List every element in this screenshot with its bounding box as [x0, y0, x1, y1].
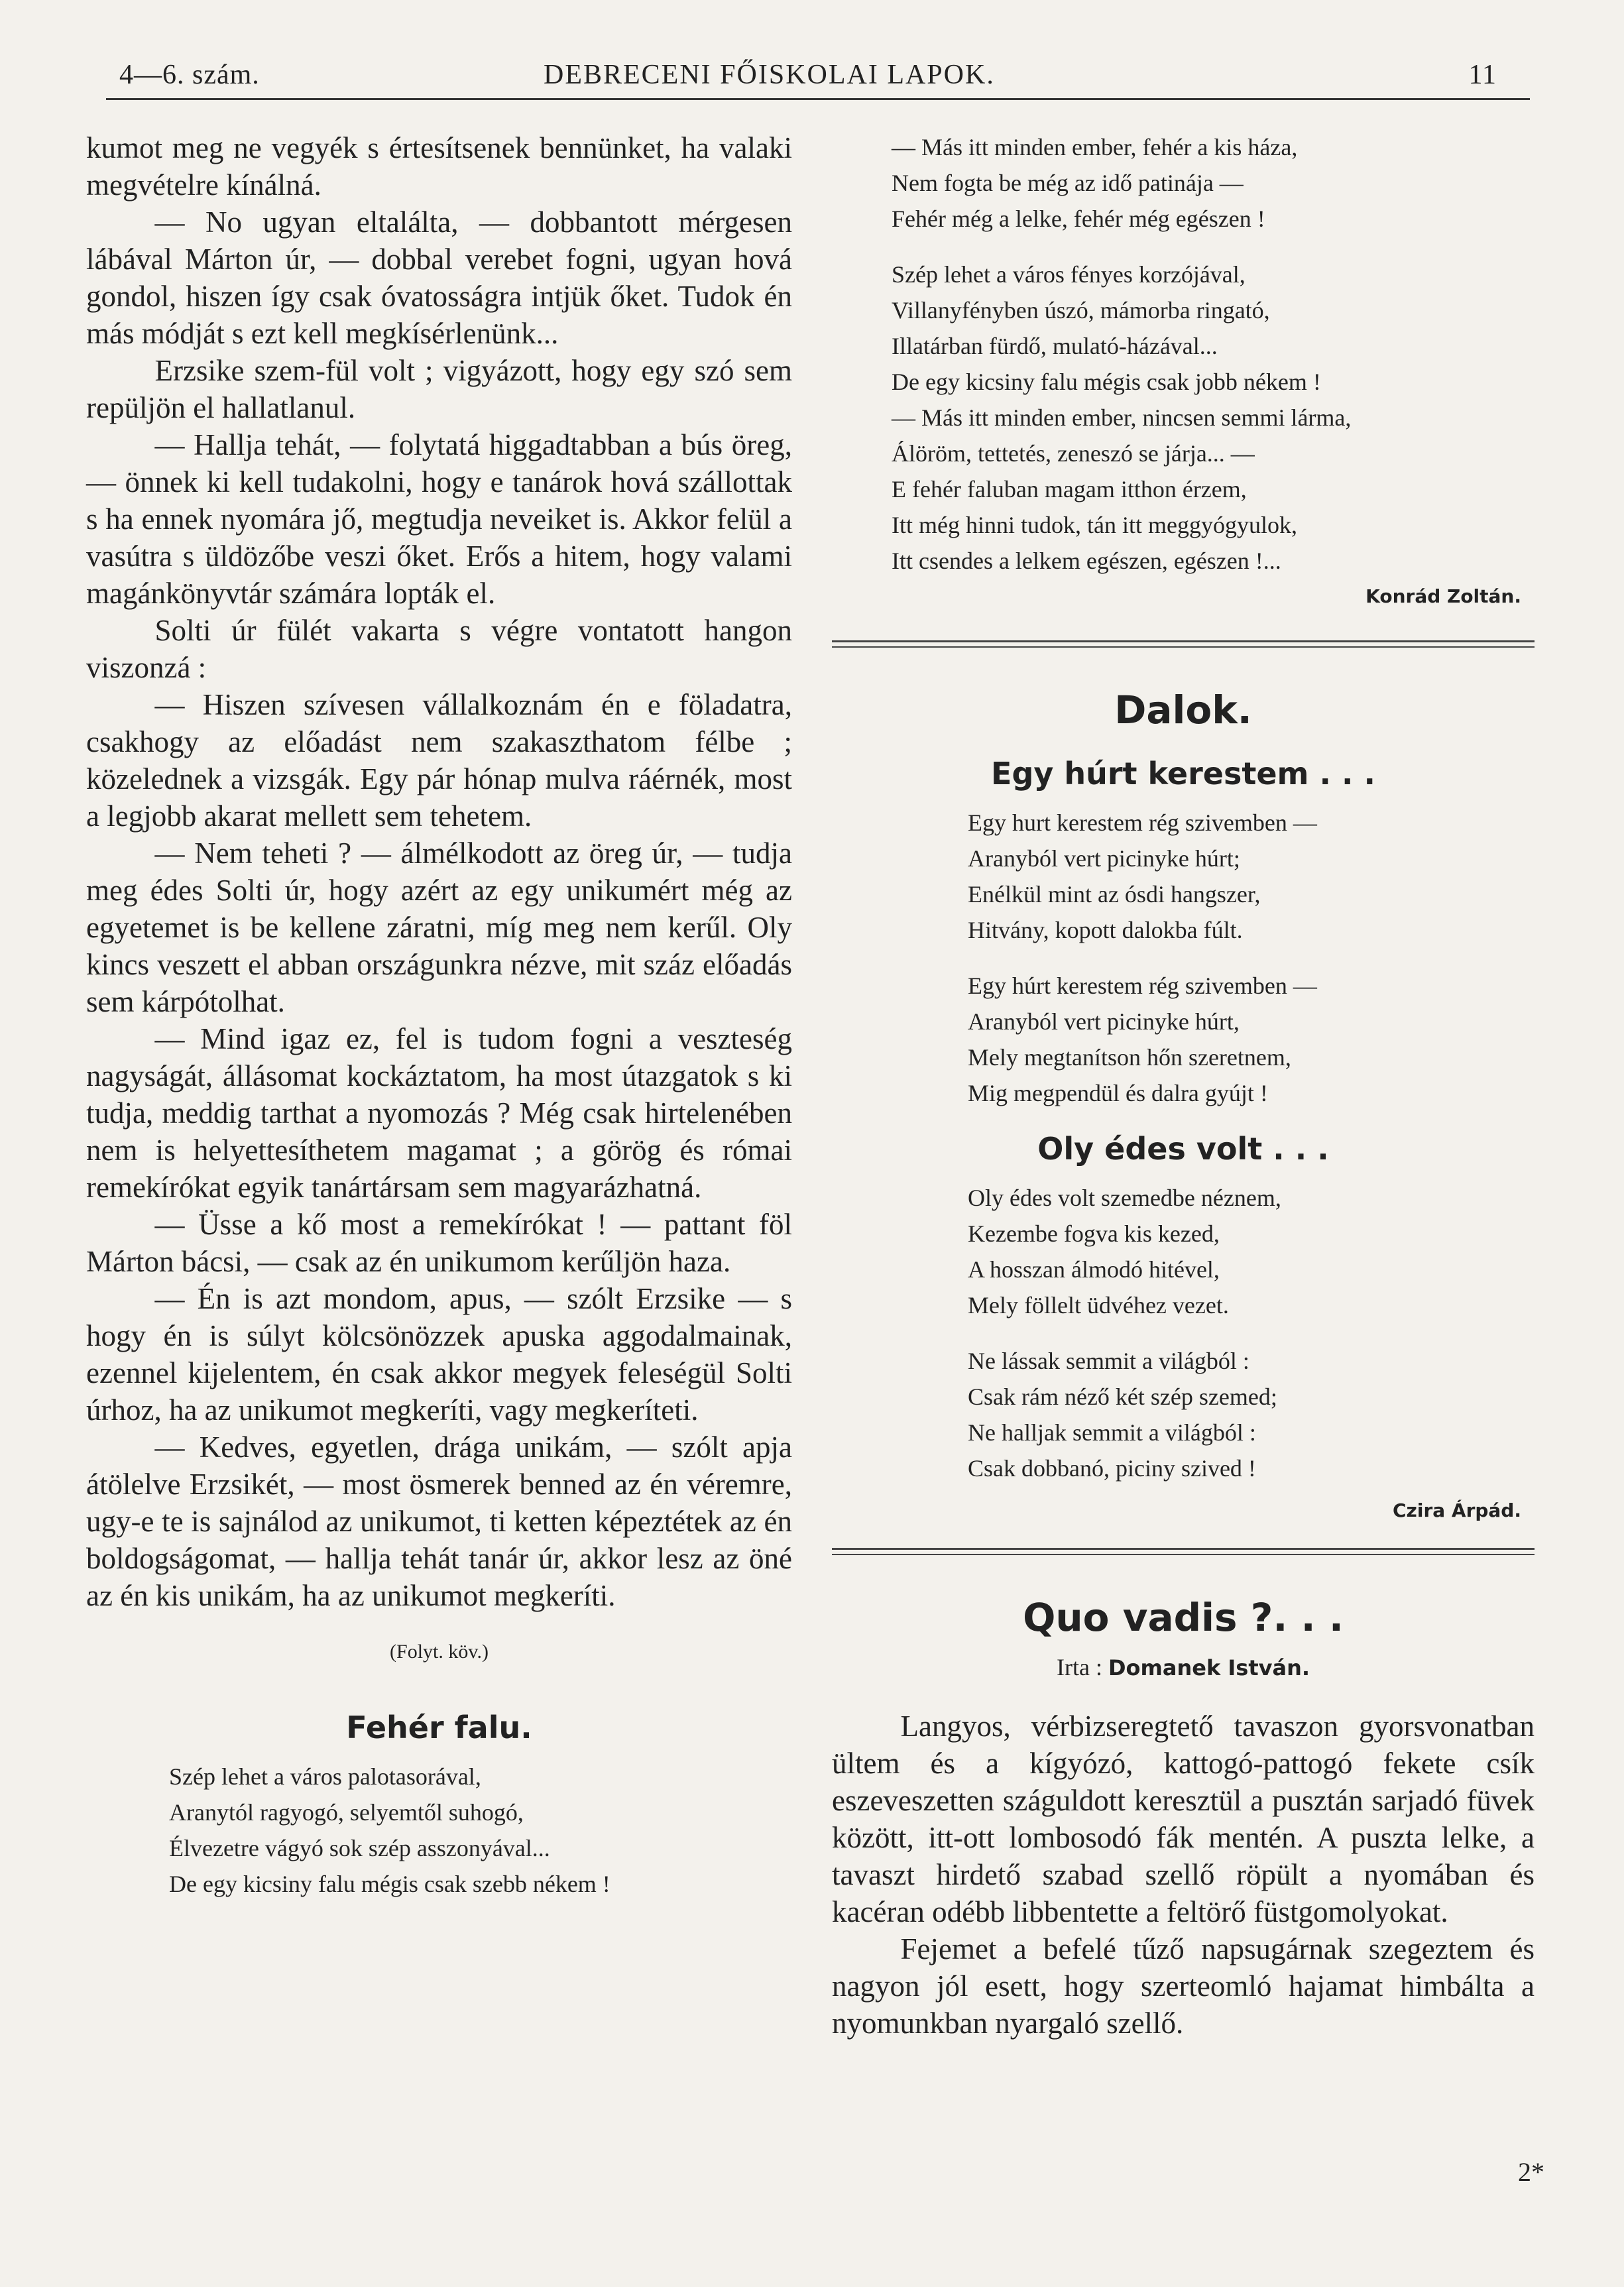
poem-line: Egy húrt kerestem rég szivemben — [968, 972, 1317, 999]
poem-line: Aranyból vert picinyke húrt; [968, 845, 1240, 872]
paragraph: — Üsse a kő most a remekírókat ! — pattant föl Márton bácsi, — csak az én unikumom kerűljön haza. [86, 1208, 792, 1278]
paragraph: — Hiszen szívesen vállalkoznám én e föladatra, csakhogy az előadást nem szakaszthatom félbe ; közelednek a vizsgák. Egy pár hónap mulva ráérnék, most a legjobb akarat mellett sem tehetem. [86, 688, 792, 833]
byline-prefix: Irta : [1057, 1654, 1102, 1680]
poem-title-feher-falu: Fehér falu. [346, 1710, 532, 1745]
journal-title: DEBRECENI FŐISKOLAI LAPOK. [544, 60, 995, 90]
song-title: Oly édes volt . . . [1037, 1131, 1329, 1167]
issue-number: 4—6. szám. [119, 60, 260, 90]
paragraph: Solti úr fülét vakarta s végre vontatott hangon viszonzá : [86, 614, 792, 684]
poem-line: Oly édes volt szemedbe néznem, [968, 1185, 1281, 1211]
poem-line: Fehér még a lelke, fehér még egészen ! [892, 205, 1265, 232]
section-divider [832, 640, 1535, 648]
poem-line: Aranytól ragyogó, selyemtől suhogó, [169, 1799, 524, 1826]
section-title-dalok: Dalok. [1114, 687, 1252, 733]
poem-line: Ne halljak semmit a világból : [968, 1419, 1256, 1446]
author-signature: Konrád Zoltán. [1365, 585, 1521, 607]
stanza [968, 1343, 1535, 1486]
paragraph: Erzsike szem-fül volt ; vigyázott, hogy egy szó sem repüljön el hallatlanul. [86, 354, 792, 424]
paragraph: — Hallja tehát, — folytatá higgadtabban a bús öreg, — önnek ki kell tudakolni, hogy e tanárok hová szállottak s ha ennek nyomára jő, megtudja neveiket is. Akkor felül a vasútra s üldözőbe veszi őket. Erős a hitem, hogy valami magánkönyvtár számára lopták el. [86, 428, 792, 610]
section-title-quo-vadis: Quo vadis ?. . . [1023, 1595, 1344, 1640]
poem-feher-falu-continued [892, 129, 1535, 579]
paragraph: Fejemet a befelé tűző napsugárnak szegeztem és nagyon jól esett, hogy szerteomló hajamat himbálta a nyomunkban nyargaló szellő. [832, 1932, 1535, 2040]
poem-line: Aranyból vert picinyke húrt, [968, 1008, 1240, 1035]
stanza [968, 968, 1535, 1111]
poem-line: De egy kicsiny falu mégis csak jobb nékem ! [892, 369, 1321, 395]
poem-line: — Más itt minden ember, fehér a kis háza, [892, 134, 1298, 160]
stanza [968, 1180, 1535, 1323]
poem-line: Egy hurt kerestem rég szivemben — [968, 809, 1317, 836]
continued-note: (Folyt. köv.) [390, 1641, 489, 1663]
poem-line: Itt még hinni tudok, tán itt meggyógyulok, [892, 512, 1297, 538]
poem-line: Itt csendes a lelkem egészen, egészen !... [892, 548, 1281, 574]
poem-line: Mely föllelt üdvéhez vezet. [968, 1292, 1229, 1319]
poem-line: Csak dobbanó, piciny szived ! [968, 1455, 1256, 1482]
stanza [892, 129, 1535, 237]
story-quo-vadis [832, 1708, 1535, 2042]
poem-line: Ne lássak semmit a világból : [968, 1348, 1249, 1374]
poem-line: Kezembe fogva kis kezed, [968, 1220, 1220, 1247]
poem-line: E fehér faluban magam itthon érzem, [892, 476, 1247, 502]
story-continuation [86, 129, 792, 1614]
left-column [86, 129, 792, 1902]
poem-line: Nem fogta be még az idő patinája — [892, 170, 1244, 196]
poem-line: Csak rám néző két szép szemed; [968, 1383, 1277, 1410]
poem-line: Élvezetre vágyó sok szép asszonyával... [169, 1835, 550, 1861]
paragraph: — Kedves, egyetlen, drága unikám, — szólt apja átölelve Erzsikét, — most ösmerek benned az én véremre, ugy-e te is sajnálod az unikumot, ti ketten képeztétek az én boldogságomat, — hallja tehát tanár úr, akkor lesz az öné az én kis unikám, ha az unikumot megkeríti. [86, 1431, 792, 1612]
page-number: 11 [1468, 60, 1497, 90]
paragraph: — No ugyan eltalálta, — dobbantott mérgesen lábával Márton úr, — dobbal verebet fogni, ugyan hová gondol, hiszen így csak óvatosságra intjük őket. Tudok én más módját s ezt kell megkísérlenünk... [86, 205, 792, 350]
poem-line: Enélkül mint az ósdi hangszer, [968, 881, 1261, 908]
poem-line: A hosszan álmodó hitével, [968, 1256, 1220, 1283]
poem-feher-falu [169, 1759, 792, 1902]
poem-egy-hurt [968, 805, 1535, 1111]
poem-oly-edes-volt [968, 1180, 1535, 1486]
paragraph: — Én is azt mondom, apus, — szólt Erzsike — s hogy én is súlyt kölcsönözzek apuska aggodalmainak, ezennel kijelentem, én csak akkor megyek feleségül Solti úrhoz, ha az unikumot megkeríti, vagy megkeríteti. [86, 1282, 792, 1427]
paragraph: Langyos, vérbizseregtető tavaszon gyorsvonatban ültem és a kígyózó, kattogó-pattogó fekete csík eszeveszetten száguldott keresztül a pusztán sarjadó füvek között, itt-ott lombosodó fák mentén. A puszta lelke, a tavaszt hirdető szabad szellő röpült a nyomában és kacéran odébb libbentette a feltörő füstgomolyokat. [832, 1710, 1535, 1928]
byline-author: Domanek István. [1108, 1655, 1310, 1680]
stanza [892, 257, 1535, 579]
poem-line: Szép lehet a város fényes korzójával, [892, 261, 1246, 288]
paragraph: — Nem teheti ? — álmélkodott az öreg úr, — tudja meg édes Solti úr, hogy azért az egy unikumért még az egyetemet is be kellene záratni, míg meg nem kerűl. Oly kincs veszett el abban országunkra nézve, mit száz előadás sem kárpótolhat. [86, 837, 792, 1018]
page-header [106, 52, 1530, 100]
paragraph: — Mind igaz ez, fel is tudom fogni a veszteség nagyságát, állásomat kockáztatom, ha most útazgatok s ki tudja, meddig tarthat a nyomozás ? Még csak hirtelenében nem is helyettesíthetem magamat ; a görög és római remekírókat egyik tanártársam sem magyarázhatná. [86, 1022, 792, 1204]
poem-line: De egy kicsiny falu mégis csak szebb nékem ! [169, 1871, 610, 1897]
signature-mark: 2* [1518, 2157, 1544, 2187]
poem-line: — Más itt minden ember, nincsen semmi lárma, [892, 404, 1352, 431]
byline [832, 1653, 1535, 1681]
poem-line: Álöröm, tettetés, zeneszó se járja... — [892, 440, 1255, 467]
poem-line: Hitvány, kopott dalokba fúlt. [968, 917, 1243, 943]
poem-line: Villanyfényben úszó, mámorba ringató, [892, 297, 1270, 323]
song-title: Egy húrt kerestem . . . [991, 756, 1375, 792]
stanza [968, 805, 1535, 948]
paragraph: kumot meg ne vegyék s értesítsenek bennünket, ha valaki megvételre kínálná. [86, 131, 792, 202]
author-signature: Czira Árpád. [1393, 1499, 1521, 1521]
poem-line: Mely megtanítson hőn szeretnem, [968, 1044, 1291, 1071]
right-column [832, 129, 1535, 2042]
poem-line: Szép lehet a város palotasorával, [169, 1763, 481, 1790]
poem-line: Mig megpendül és dalra gyújt ! [968, 1080, 1268, 1106]
section-divider [832, 1548, 1535, 1555]
poem-line: Illatárban fürdő, mulató-házával... [892, 333, 1218, 359]
